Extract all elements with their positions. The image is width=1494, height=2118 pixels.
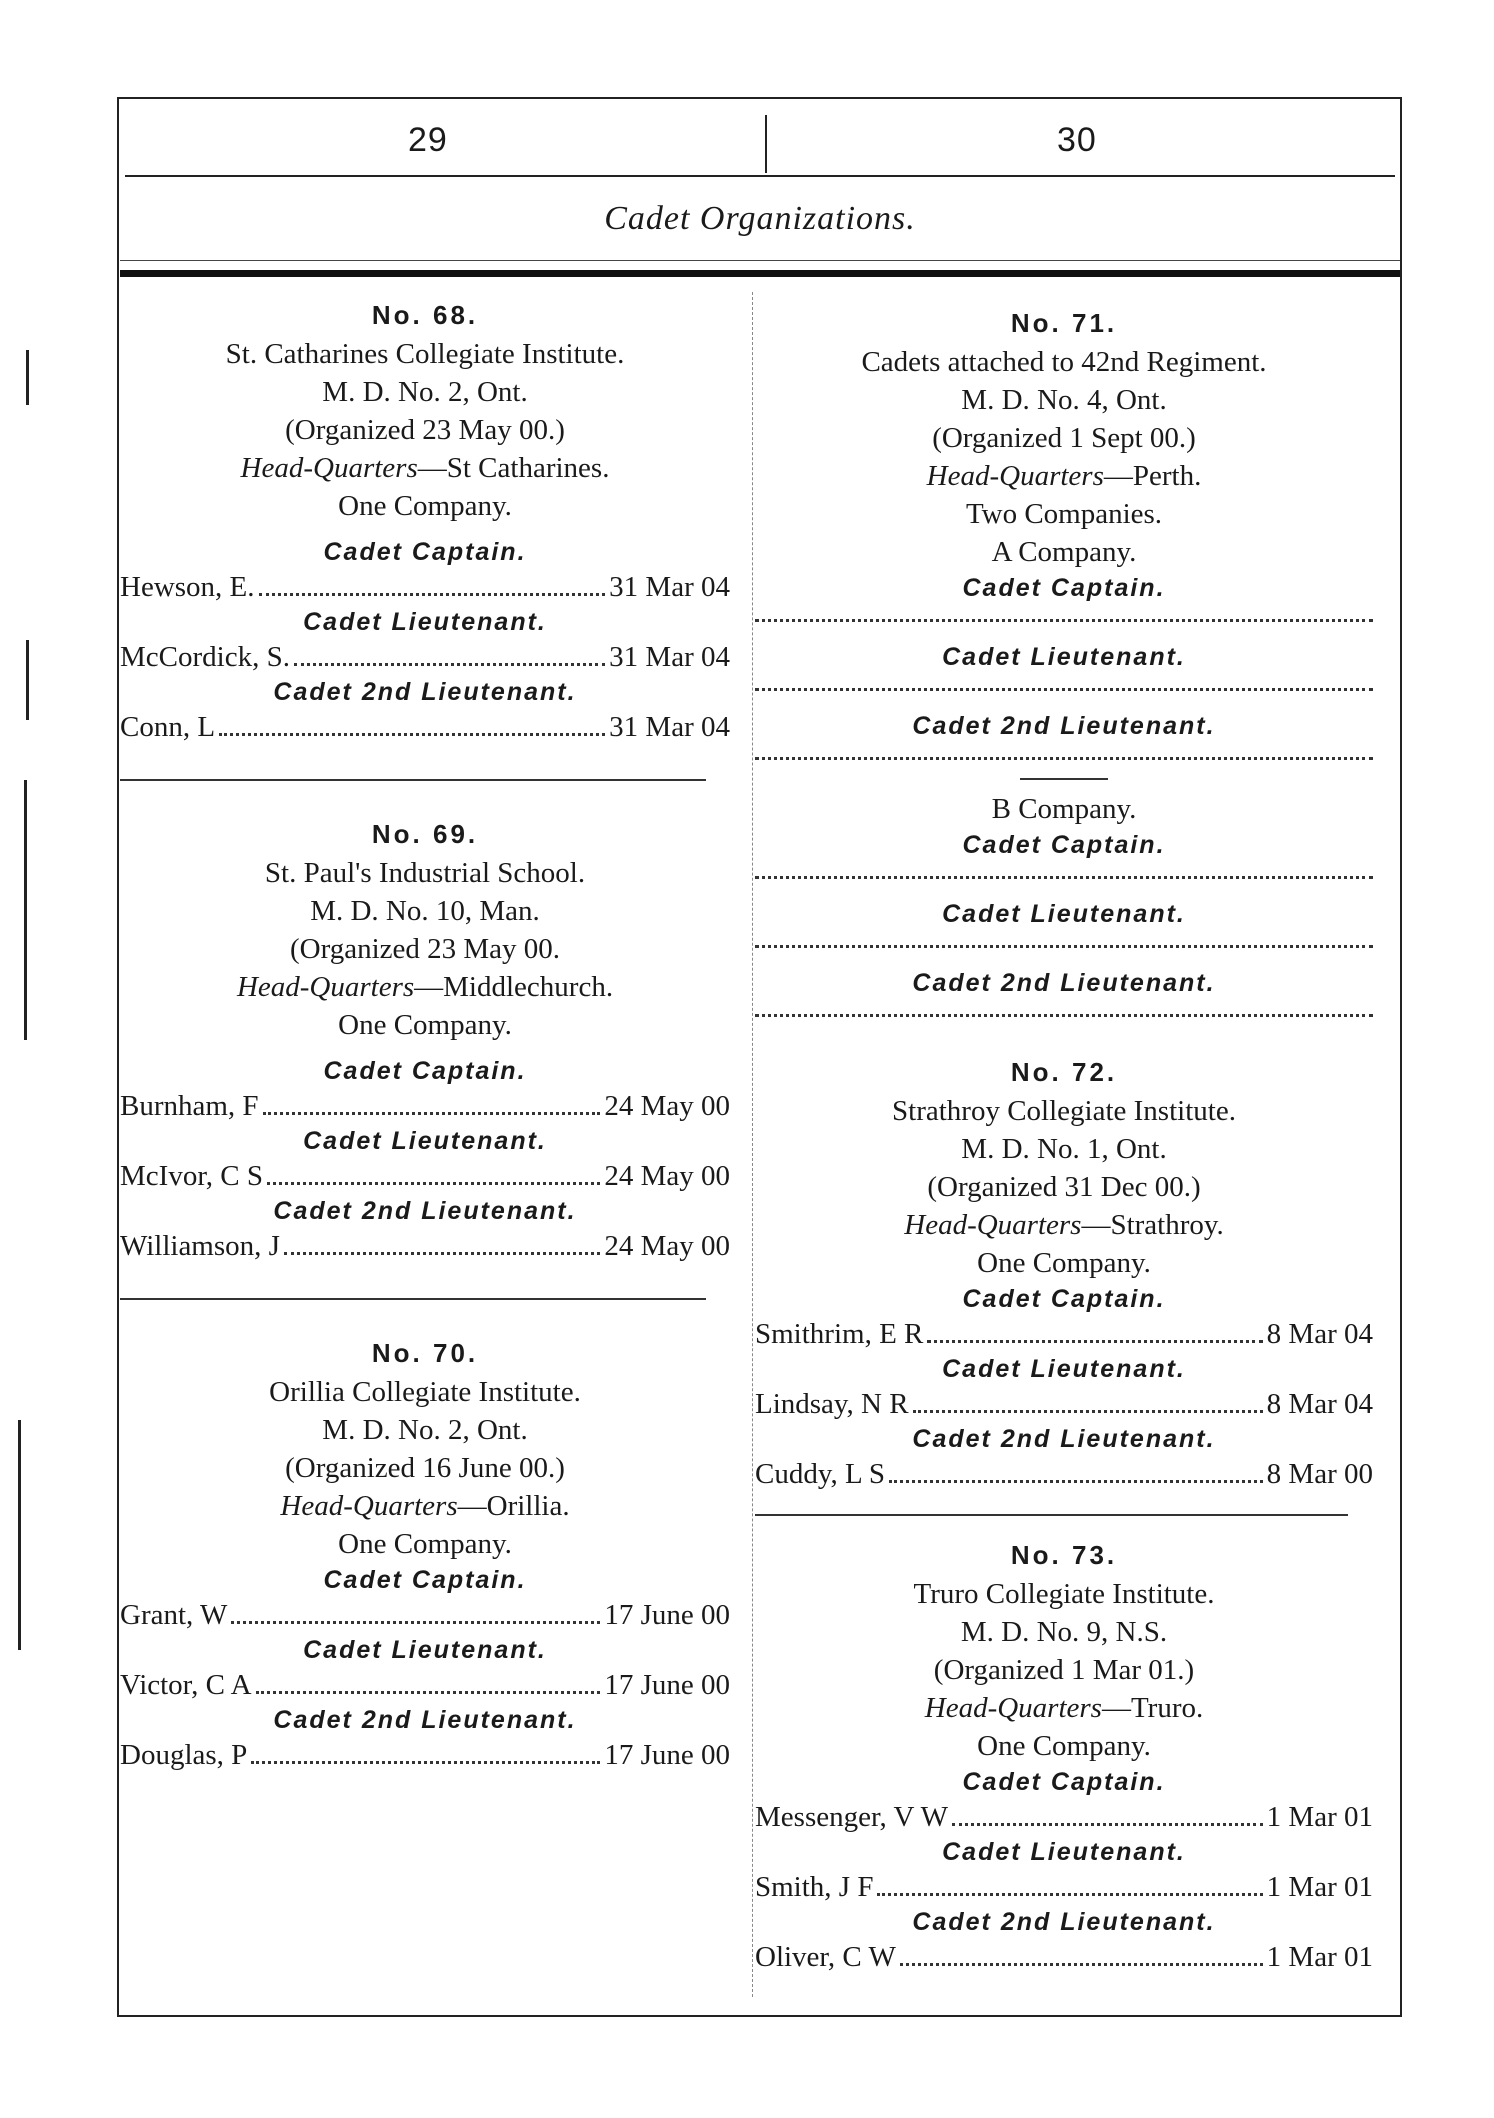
page-number-left: 29	[408, 121, 448, 159]
vacant-entry	[755, 1014, 1373, 1017]
rank-label: Cadet 2nd Lieutenant.	[912, 1425, 1216, 1453]
headquarters	[755, 1689, 1373, 1727]
officer-row	[755, 1869, 1373, 1905]
officer-row	[120, 569, 730, 605]
unit-number: No. 69.	[371, 819, 479, 849]
hq-place: —Perth.	[1103, 460, 1202, 492]
organized-date: (Organized 23 May 00.	[289, 933, 561, 965]
page-number-divider	[765, 115, 767, 173]
officer-name: Conn, L	[120, 711, 216, 743]
vacant-entry	[755, 688, 1373, 691]
binding-mark	[26, 350, 29, 405]
binding-mark	[18, 1420, 21, 1650]
unit-name: Truro Collegiate Institute.	[913, 1578, 1215, 1610]
binding-mark	[24, 780, 27, 1040]
commission-date: 17 June 00	[604, 1669, 730, 1701]
organized-date: (Organized 23 May 00.)	[285, 414, 565, 446]
unit-name: Strathroy Collegiate Institute.	[892, 1095, 1236, 1127]
column-divider	[752, 292, 753, 1997]
hq-label: Head-Quarters	[280, 1490, 458, 1522]
rank-label: Cadet Captain.	[962, 831, 1166, 859]
company-b-heading: B Company.	[991, 793, 1137, 825]
commission-date: 31 Mar 04	[609, 571, 730, 603]
officer-row	[120, 1737, 730, 1773]
officer-row	[755, 1386, 1373, 1422]
commission-date: 24 May 00	[604, 1090, 730, 1122]
organized-date: (Organized 1 Mar 01.)	[933, 1654, 1195, 1686]
rank-label: Cadet 2nd Lieutenant.	[273, 678, 577, 706]
company-separator	[1020, 778, 1108, 780]
section-title: Cadet Organizations.	[604, 200, 916, 237]
unit-number: No. 71.	[1010, 308, 1118, 338]
headquarters	[755, 457, 1373, 495]
commission-date: 1 Mar 01	[1266, 1941, 1373, 1973]
company-count: Two Companies.	[965, 498, 1163, 530]
officer-name: Hewson, E.	[120, 571, 255, 603]
dot-leader	[294, 663, 605, 666]
left-column	[120, 300, 730, 1773]
headquarters	[755, 1206, 1373, 1244]
headquarters	[120, 449, 730, 487]
military-district: M. D. No. 4, Ont.	[961, 384, 1167, 416]
rank-label: Cadet Lieutenant.	[303, 1127, 547, 1155]
unit-name: St. Paul's Industrial School.	[264, 857, 586, 889]
rank-label: Cadet Captain.	[962, 1285, 1166, 1313]
unit-69	[120, 819, 730, 1264]
hq-place: —Truro.	[1101, 1692, 1204, 1724]
hq-label: Head-Quarters	[926, 460, 1104, 492]
hq-place: —Middlechurch.	[414, 971, 614, 1003]
rank-label: Cadet Captain.	[323, 1057, 527, 1085]
commission-date: 31 Mar 04	[609, 641, 730, 673]
unit-separator	[755, 1514, 1348, 1516]
rank-label: Cadet Captain.	[962, 1768, 1166, 1796]
military-district: M. D. No. 2, Ont.	[322, 376, 528, 408]
dot-leader	[913, 1410, 1263, 1413]
military-district: M. D. No. 9, N.S.	[960, 1616, 1168, 1648]
vacant-entry	[755, 757, 1373, 760]
rank-label: Cadet 2nd Lieutenant.	[273, 1706, 577, 1734]
dot-leader	[259, 593, 606, 596]
rank-label: Cadet 2nd Lieutenant.	[912, 1908, 1216, 1936]
page-number-row	[125, 115, 1395, 177]
officer-name: Williamson, J	[120, 1230, 280, 1262]
dot-leader	[263, 1112, 601, 1115]
rank-label: Cadet 2nd Lieutenant.	[273, 1197, 577, 1225]
headquarters	[120, 968, 730, 1006]
officer-row	[120, 709, 730, 745]
commission-date: 8 Mar 04	[1266, 1318, 1373, 1350]
commission-date: 17 June 00	[604, 1739, 730, 1771]
rank-label: Cadet Lieutenant.	[942, 900, 1186, 928]
company-count: One Company.	[338, 1009, 512, 1041]
rank-label: Cadet Lieutenant.	[942, 643, 1186, 671]
hq-label: Head-Quarters	[236, 971, 415, 1003]
dot-leader	[900, 1963, 1263, 1966]
unit-separator	[120, 1298, 706, 1300]
officer-name: Messenger, V W	[755, 1801, 948, 1833]
header-rule-thin	[120, 260, 1400, 261]
officer-name: McCordick, S.	[120, 641, 290, 673]
dot-leader	[231, 1621, 600, 1624]
rank-label: Cadet Captain.	[962, 574, 1166, 602]
dot-leader	[267, 1182, 600, 1185]
commission-date: 1 Mar 01	[1266, 1871, 1373, 1903]
rank-label: Cadet 2nd Lieutenant.	[912, 712, 1216, 740]
rank-label: Cadet Lieutenant.	[942, 1355, 1186, 1383]
officer-row	[755, 1316, 1373, 1352]
dot-leader	[927, 1340, 1262, 1343]
commission-date: 31 Mar 04	[609, 711, 730, 743]
officer-row	[120, 1667, 730, 1703]
header-rule-thick	[120, 270, 1400, 277]
rank-label: Cadet 2nd Lieutenant.	[912, 969, 1216, 997]
company-count: One Company.	[338, 490, 512, 522]
company-count: One Company.	[338, 1528, 512, 1560]
dot-leader	[251, 1761, 600, 1764]
military-district: M. D. No. 2, Ont.	[322, 1414, 528, 1446]
headquarters	[120, 1487, 730, 1525]
rank-label: Cadet Lieutenant.	[303, 1636, 547, 1664]
commission-date: 8 Mar 00	[1266, 1458, 1373, 1490]
rank-label: Cadet Lieutenant.	[303, 608, 547, 636]
dot-leader	[952, 1823, 1263, 1826]
officer-name: Smith, J F	[755, 1871, 874, 1903]
officer-row	[755, 1456, 1373, 1492]
officer-name: Oliver, C W	[755, 1941, 896, 1973]
hq-place: —Orillia.	[457, 1490, 570, 1522]
unit-68	[120, 300, 730, 745]
rank-label: Cadet Lieutenant.	[942, 1838, 1186, 1866]
organized-date: (Organized 1 Sept 00.)	[932, 422, 1196, 454]
officer-name: Grant, W	[120, 1599, 228, 1631]
company-count: One Company.	[977, 1730, 1151, 1762]
dot-leader	[219, 733, 605, 736]
vacant-entry	[755, 619, 1373, 622]
unit-number: No. 73.	[1010, 1540, 1118, 1570]
unit-number: No. 72.	[1010, 1057, 1118, 1087]
officer-name: Douglas, P	[120, 1739, 248, 1771]
officer-row	[120, 1597, 730, 1633]
unit-name: Cadets attached to 42nd Regiment.	[861, 346, 1267, 378]
officer-name: Burnham, F	[120, 1090, 259, 1122]
unit-name: St. Catharines Collegiate Institute.	[225, 338, 625, 370]
commission-date: 1 Mar 01	[1266, 1801, 1373, 1833]
unit-number: No. 68.	[371, 300, 479, 330]
military-district: M. D. No. 10, Man.	[310, 895, 540, 927]
unit-name: Orillia Collegiate Institute.	[269, 1376, 581, 1408]
commission-date: 17 June 00	[604, 1599, 730, 1631]
hq-label: Head-Quarters	[904, 1209, 1082, 1241]
vacant-entry	[755, 876, 1373, 879]
unit-73	[755, 1540, 1373, 1975]
commission-date: 24 May 00	[604, 1160, 730, 1192]
unit-70	[120, 1338, 730, 1773]
unit-separator	[120, 779, 706, 781]
hq-label: Head-Quarters	[924, 1692, 1102, 1724]
dot-leader	[256, 1691, 601, 1694]
hq-place: —Strathroy.	[1081, 1209, 1224, 1241]
organized-date: (Organized 31 Dec 00.)	[927, 1171, 1201, 1203]
unit-71	[755, 308, 1373, 1017]
dot-leader	[284, 1252, 600, 1255]
company-count: One Company.	[977, 1247, 1151, 1279]
binding-mark	[26, 640, 29, 720]
organized-date: (Organized 16 June 00.)	[285, 1452, 565, 1484]
page-number-right: 30	[1057, 121, 1097, 159]
officer-name: Lindsay, N R	[755, 1388, 909, 1420]
officer-row	[120, 1158, 730, 1194]
hq-label: Head-Quarters	[240, 452, 418, 484]
officer-name: Victor, C A	[120, 1669, 252, 1701]
rank-label: Cadet Captain.	[323, 1566, 527, 1594]
officer-row	[120, 1228, 730, 1264]
dot-leader	[889, 1480, 1263, 1483]
right-column	[755, 308, 1373, 1975]
officer-name: Cuddy, L S	[755, 1458, 885, 1490]
commission-date: 24 May 00	[604, 1230, 730, 1262]
officer-row	[120, 1088, 730, 1124]
officer-name: McIvor, C S	[120, 1160, 264, 1192]
officer-name: Smithrim, E R	[755, 1318, 924, 1350]
unit-number: No. 70.	[371, 1338, 479, 1368]
officer-row	[755, 1939, 1373, 1975]
hq-place: —St Catharines.	[417, 452, 610, 484]
rank-label: Cadet Captain.	[323, 538, 527, 566]
commission-date: 8 Mar 04	[1266, 1388, 1373, 1420]
officer-row	[755, 1799, 1373, 1835]
military-district: M. D. No. 1, Ont.	[961, 1133, 1167, 1165]
company-a-heading: A Company.	[991, 536, 1137, 568]
officer-row	[120, 639, 730, 675]
unit-72	[755, 1057, 1373, 1492]
vacant-entry	[755, 945, 1373, 948]
dot-leader	[877, 1893, 1262, 1896]
